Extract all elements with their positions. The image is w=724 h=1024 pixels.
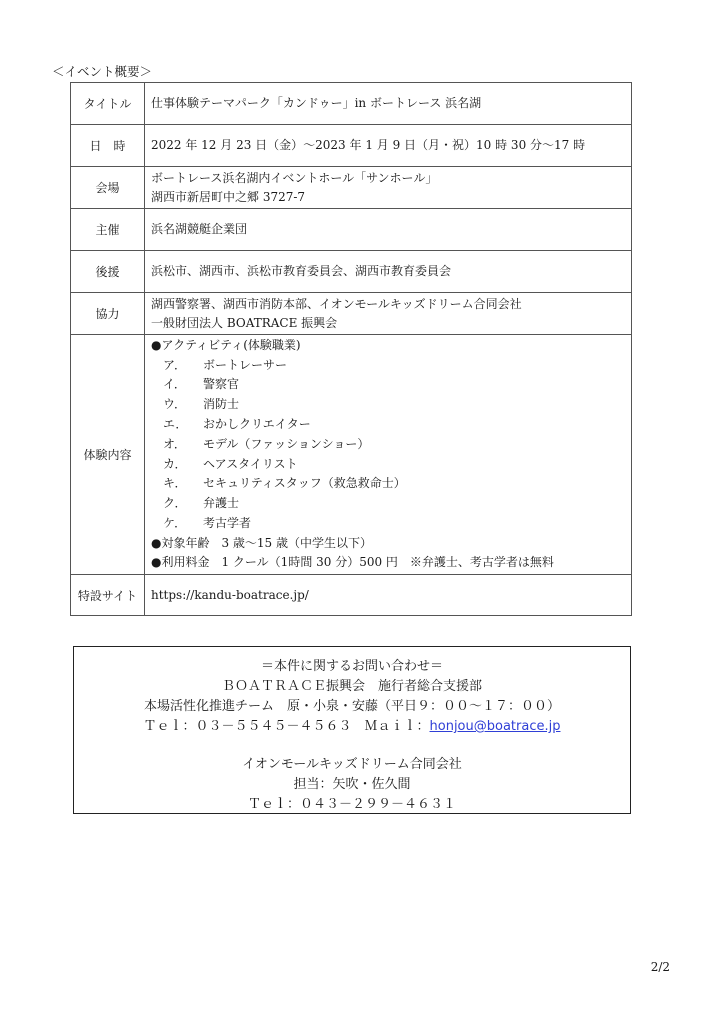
- job-name: ボートレーサー: [203, 357, 288, 372]
- job-name: 警察官: [203, 377, 240, 392]
- job-item: [151, 395, 625, 415]
- target-age: ●対象年齢 3 歳～15 歳（中学生以下）: [151, 535, 373, 550]
- job-item: [151, 415, 625, 435]
- row-label: 体験内容: [71, 335, 145, 575]
- job-item: [151, 494, 625, 514]
- job-item: [151, 514, 625, 534]
- job-name: モデル（ファッションショー）: [203, 436, 370, 451]
- row-label: 日 時: [71, 125, 145, 167]
- event-venue: [145, 167, 632, 209]
- contact-tel-mail: [74, 715, 630, 734]
- experience-content: [145, 335, 632, 575]
- job-index: ク．: [163, 496, 187, 511]
- event-title: 仕事体験テーマパーク「カンドゥー」in ボートレース 浜名湖: [145, 83, 632, 125]
- contact-tel-1: Ｔｅｌ：０３－５５４５－４５６３ Ｍａｉｌ：: [143, 719, 430, 734]
- job-index: イ．: [163, 377, 186, 392]
- usage-fee: ●利用料金 1 クール（1時間 30 分）500 円 ※弁護士、考古学者は無料: [151, 555, 554, 570]
- table-row-cooperation: [71, 293, 632, 335]
- event-date: 2022 年 12 月 23 日（金）～2023 年 1 月 9 日（月・祝）10 時 30 分～17 時: [145, 125, 632, 167]
- job-index: オ．: [163, 436, 186, 451]
- section-title: ＜イベント概要＞: [52, 64, 153, 79]
- row-label: 会場: [71, 167, 145, 209]
- activity-heading: ●アクティビティ(体験職業): [151, 338, 301, 353]
- job-name: おかしクリエイター: [203, 417, 311, 432]
- job-item: [151, 474, 625, 494]
- contact-team: 本場活性化推進チーム 原・小泉・安藤（平日９：００～１７：００）: [143, 699, 560, 714]
- job-index: ア．: [163, 357, 187, 372]
- table-row-venue: [71, 167, 632, 209]
- job-list: [151, 356, 625, 534]
- job-index: キ．: [163, 476, 187, 491]
- special-site-url[interactable]: https://kandu-boatrace.jp/: [145, 575, 632, 616]
- page-number: 2/2: [650, 960, 670, 974]
- table-row-support: [71, 251, 632, 293]
- event-overview-table: [70, 82, 632, 616]
- job-item: [151, 356, 625, 376]
- job-item: [151, 375, 625, 395]
- contact-person: 担当：矢吹・佐久間: [293, 777, 411, 792]
- table-row-host: [71, 209, 632, 251]
- contact-org-aeon: イオンモールキッズドリーム合同会社: [242, 757, 462, 772]
- event-cooperation: [145, 293, 632, 335]
- job-index: ケ．: [163, 516, 187, 531]
- event-host: 浜名湖競艇企業団: [145, 209, 632, 251]
- cooperation-line-2: 一般財団法人 BOATRACE 振興会: [151, 315, 338, 330]
- job-name: 弁護士: [203, 496, 240, 511]
- contact-tel-2: Ｔｅｌ：０４３－２９９－４６３１: [247, 797, 456, 812]
- job-index: エ．: [163, 417, 188, 432]
- table-row-date: [71, 125, 632, 167]
- job-item: [151, 435, 625, 455]
- contact-box: [73, 646, 631, 814]
- table-row-content: [71, 335, 632, 575]
- job-name: ヘアスタイリスト: [203, 456, 298, 471]
- job-name: 考古学者: [203, 516, 252, 531]
- job-item: [151, 455, 625, 475]
- row-label: タイトル: [71, 83, 145, 125]
- row-label: 協力: [71, 293, 145, 335]
- venue-name: ボートレース浜名湖内イベントホール「サンホール」: [151, 170, 438, 185]
- row-label: 後援: [71, 251, 145, 293]
- event-support: 浜松市、湖西市、浜松市教育委員会、湖西市教育委員会: [145, 251, 632, 293]
- row-label: 主催: [71, 209, 145, 251]
- table-row-site: [71, 575, 632, 616]
- cooperation-line-1: 湖西警察署、湖西市消防本部、イオンモールキッズドリーム合同会社: [151, 296, 522, 311]
- table-row-title: [71, 83, 632, 125]
- row-label: 特設サイト: [71, 575, 145, 616]
- contact-org-boatrace: ＢＯＡＴＲＡＣＥ振興会 施行者総合支援部: [221, 679, 482, 694]
- job-name: 消防士: [203, 397, 240, 412]
- contact-heading: ＝本件に関するお問い合わせ＝: [260, 659, 443, 674]
- job-index: カ．: [163, 456, 187, 471]
- job-index: ウ．: [163, 397, 187, 412]
- venue-address: 湖西市新居町中之郷 3727-7: [151, 189, 306, 204]
- job-name: セキュリティスタッフ（救急救命士）: [203, 476, 406, 491]
- contact-mail-link[interactable]: honjou@boatrace.jp: [429, 719, 561, 734]
